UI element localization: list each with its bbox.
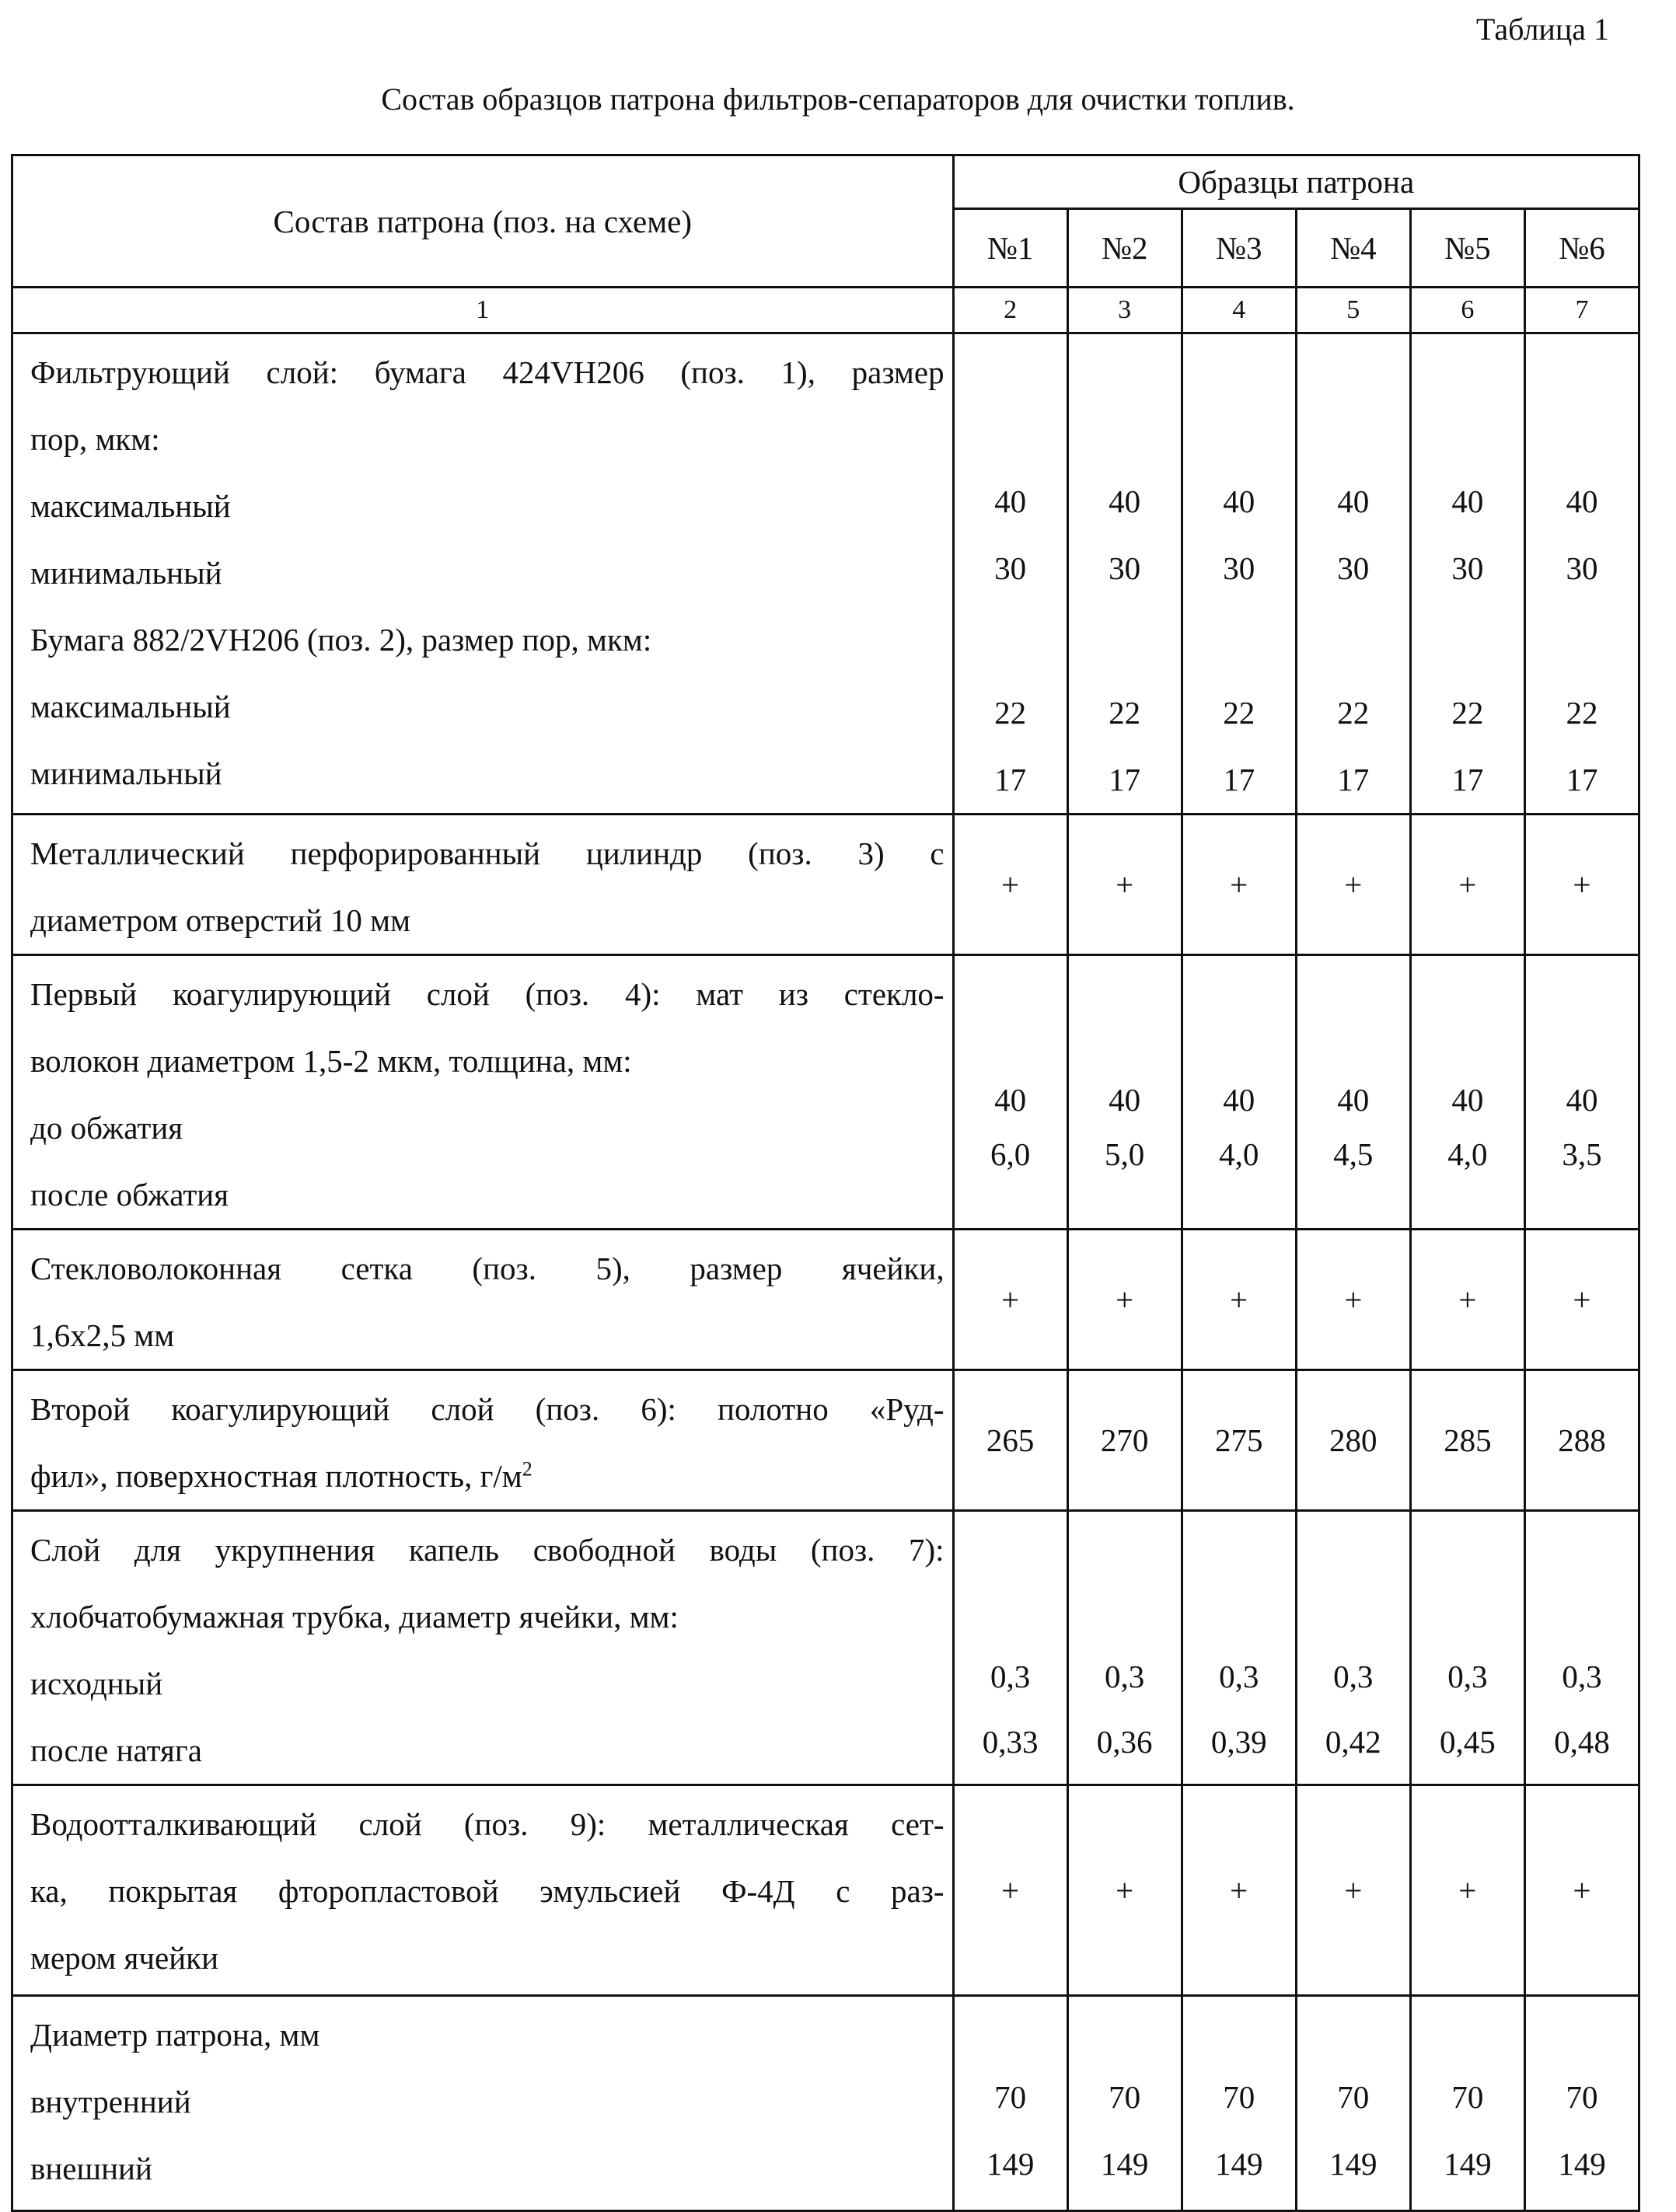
column-number-6: 6 bbox=[1410, 288, 1524, 333]
cell-value: 149 bbox=[1297, 2130, 1409, 2197]
desc-line: Диаметр патрона, мм bbox=[30, 2001, 944, 2068]
cell-sample-3: + bbox=[1182, 1785, 1296, 1996]
cell-value: 0,39 bbox=[1183, 1709, 1295, 1774]
cell-sample-1 bbox=[953, 955, 1067, 1230]
cell-sample-4: + bbox=[1296, 1230, 1410, 1370]
cell-value: 0,3 bbox=[1412, 1644, 1524, 1709]
cell-value: 0,42 bbox=[1297, 1709, 1409, 1774]
cell-value: 0,3 bbox=[955, 1644, 1067, 1709]
cell-sample-3 bbox=[1182, 1511, 1296, 1785]
table-row-cartridge-diameter bbox=[12, 1996, 1639, 2211]
cell-sample-3: + bbox=[1182, 815, 1296, 955]
cell-value: 17 bbox=[1069, 746, 1181, 813]
cell-spacer bbox=[1412, 602, 1524, 679]
cell-sample-3: + bbox=[1182, 1230, 1296, 1370]
cell-value: 22 bbox=[1412, 679, 1524, 746]
cell-sample-5: + bbox=[1410, 1785, 1524, 1996]
row-description bbox=[12, 815, 954, 955]
cell-value: 0,3 bbox=[1526, 1644, 1638, 1709]
cell-value: 17 bbox=[1183, 746, 1295, 813]
cell-sample-5: 285 bbox=[1410, 1370, 1524, 1511]
cell-sample-1: + bbox=[953, 1785, 1067, 1996]
column-number-4: 4 bbox=[1182, 288, 1296, 333]
cell-value: 17 bbox=[1526, 746, 1638, 813]
desc-line: диаметром отверстий 10 мм bbox=[30, 887, 944, 954]
cell-sample-4: + bbox=[1296, 1785, 1410, 1996]
cell-sample-4 bbox=[1296, 1511, 1410, 1785]
cell-sample-4 bbox=[1296, 1996, 1410, 2211]
cell-value: 22 bbox=[1183, 679, 1295, 746]
column-number-3: 3 bbox=[1067, 288, 1182, 333]
cell-value: 70 bbox=[1297, 2064, 1409, 2130]
header-sample-4: №4 bbox=[1296, 209, 1410, 288]
cell-value: 4,0 bbox=[1183, 1127, 1295, 1181]
cell-value: 40 bbox=[1069, 1073, 1181, 1127]
table-row-water-repellent-layer bbox=[12, 1785, 1639, 1996]
composition-table bbox=[11, 154, 1640, 2212]
cell-value: 40 bbox=[1412, 468, 1524, 535]
desc-line: Фильтрующий слой: бумага 424VH206 (поз. 1), размер bbox=[30, 339, 944, 406]
table-row-first-coagulating-layer bbox=[12, 955, 1639, 1230]
desc-line: ка, покрытая фторопластовой эмульсией Ф-4Д с раз- bbox=[30, 1858, 944, 1924]
cell-sample-6 bbox=[1524, 333, 1639, 815]
cell-value: 0,3 bbox=[1069, 1644, 1181, 1709]
cell-sample-5 bbox=[1410, 1511, 1524, 1785]
cell-sample-6 bbox=[1524, 1511, 1639, 1785]
cell-spacer bbox=[1526, 602, 1638, 679]
cell-value: 30 bbox=[1183, 535, 1295, 602]
header-sample-6: №6 bbox=[1524, 209, 1639, 288]
cell-sample-5: + bbox=[1410, 1230, 1524, 1370]
row-description bbox=[12, 1230, 954, 1370]
table-title: Состав образцов патрона фильтров-сепараторов для очистки топлив. bbox=[0, 81, 1676, 117]
row-description bbox=[12, 1785, 954, 1996]
header-composition: Состав патрона (поз. на схеме) bbox=[12, 155, 954, 288]
cell-value: 0,45 bbox=[1412, 1709, 1524, 1774]
cell-sample-2 bbox=[1067, 1511, 1182, 1785]
desc-line: 1,6x2,5 мм bbox=[30, 1302, 944, 1369]
cell-value: 0,36 bbox=[1069, 1709, 1181, 1774]
desc-line: Металлический перфорированный цилиндр (поз. 3) с bbox=[30, 820, 944, 887]
cell-sample-1 bbox=[953, 1511, 1067, 1785]
cell-sample-4: + bbox=[1296, 815, 1410, 955]
cell-value: 22 bbox=[1297, 679, 1409, 746]
cell-sample-6 bbox=[1524, 955, 1639, 1230]
cell-sample-6 bbox=[1524, 1996, 1639, 2211]
cell-value: 0,3 bbox=[1183, 1644, 1295, 1709]
row-description bbox=[12, 1996, 954, 2211]
cell-value: 17 bbox=[1412, 746, 1524, 813]
cell-value: 4,0 bbox=[1412, 1127, 1524, 1181]
cell-value: 40 bbox=[955, 468, 1067, 535]
cell-value: 30 bbox=[1069, 535, 1181, 602]
cell-value: 6,0 bbox=[955, 1127, 1067, 1181]
table-row-metal-cylinder bbox=[12, 815, 1639, 955]
desc-line: Водоотталкивающий слой (поз. 9): металлическая сет- bbox=[30, 1791, 944, 1858]
cell-sample-1: 265 bbox=[953, 1370, 1067, 1511]
table-row-second-coagulating-layer bbox=[12, 1370, 1639, 1511]
desc-line: внешний bbox=[30, 2135, 944, 2202]
desc-line: Бумага 882/2VH206 (поз. 2), размер пор, мкм: bbox=[30, 606, 944, 673]
cell-value: 40 bbox=[1183, 1073, 1295, 1127]
cell-value: 40 bbox=[1526, 468, 1638, 535]
desc-line: Слой для укрупнения капель свободной воды (поз. 7): bbox=[30, 1516, 944, 1583]
cell-sample-3 bbox=[1182, 955, 1296, 1230]
desc-line: пор, мкм: bbox=[30, 406, 944, 473]
desc-line: максимальный bbox=[30, 473, 944, 539]
cell-value: 0,3 bbox=[1297, 1644, 1409, 1709]
column-number-1: 1 bbox=[12, 288, 954, 333]
table-row-fiberglass-mesh bbox=[12, 1230, 1639, 1370]
header-sample-1: №1 bbox=[953, 209, 1067, 288]
cell-value: 149 bbox=[1069, 2130, 1181, 2197]
cell-value: 40 bbox=[1297, 1073, 1409, 1127]
cell-value: 40 bbox=[1069, 468, 1181, 535]
cell-sample-2: 270 bbox=[1067, 1370, 1182, 1511]
cell-sample-1: + bbox=[953, 815, 1067, 955]
desc-line: внутренний bbox=[30, 2068, 944, 2135]
cell-sample-5: + bbox=[1410, 815, 1524, 955]
cell-value: 40 bbox=[1412, 1073, 1524, 1127]
cell-sample-2: + bbox=[1067, 815, 1182, 955]
desc-line: хлобчатобумажная трубка, диаметр ячейки, мм: bbox=[30, 1583, 944, 1650]
cell-value: 30 bbox=[955, 535, 1067, 602]
cell-value: 70 bbox=[1412, 2064, 1524, 2130]
cell-value: 30 bbox=[1412, 535, 1524, 602]
cell-value: 149 bbox=[1526, 2130, 1638, 2197]
cell-value: 70 bbox=[1069, 2064, 1181, 2130]
header-sample-2: №2 bbox=[1067, 209, 1182, 288]
cell-value: 30 bbox=[1526, 535, 1638, 602]
desc-line: волокон диаметром 1,5-2 мкм, толщина, мм: bbox=[30, 1027, 944, 1094]
cell-spacer bbox=[1069, 602, 1181, 679]
cell-value: 22 bbox=[1069, 679, 1181, 746]
cell-value: 22 bbox=[1526, 679, 1638, 746]
cell-sample-6: + bbox=[1524, 815, 1639, 955]
cell-sample-5 bbox=[1410, 1996, 1524, 2211]
cell-sample-2 bbox=[1067, 1996, 1182, 2211]
desc-line bbox=[30, 1443, 944, 1509]
header-samples-group: Образцы патрона bbox=[953, 155, 1639, 209]
cell-spacer bbox=[1297, 602, 1409, 679]
desc-text: фил», поверхностная плотность, г/м bbox=[30, 1458, 522, 1494]
cell-value: 70 bbox=[1526, 2064, 1638, 2130]
cell-spacer bbox=[1183, 602, 1295, 679]
cell-value: 17 bbox=[955, 746, 1067, 813]
cell-sample-6: + bbox=[1524, 1230, 1639, 1370]
cell-value: 5,0 bbox=[1069, 1127, 1181, 1181]
cell-sample-3 bbox=[1182, 1996, 1296, 2211]
cell-value: 40 bbox=[1526, 1073, 1638, 1127]
table-row-coalescing-layer bbox=[12, 1511, 1639, 1785]
cell-value: 3,5 bbox=[1526, 1127, 1638, 1181]
cell-value: 30 bbox=[1297, 535, 1409, 602]
cell-sample-6: 288 bbox=[1524, 1370, 1639, 1511]
cell-sample-3 bbox=[1182, 333, 1296, 815]
cell-sample-4: 280 bbox=[1296, 1370, 1410, 1511]
column-number-2: 2 bbox=[953, 288, 1067, 333]
desc-line: максимальный bbox=[30, 673, 944, 740]
desc-line: мером ячейки bbox=[30, 1924, 944, 1991]
cell-sample-2: + bbox=[1067, 1785, 1182, 1996]
cell-sample-3: 275 bbox=[1182, 1370, 1296, 1511]
cell-value: 40 bbox=[1297, 468, 1409, 535]
cell-sample-1 bbox=[953, 1996, 1067, 2211]
superscript: 2 bbox=[522, 1457, 532, 1480]
row-description bbox=[12, 1511, 954, 1785]
column-number-5: 5 bbox=[1296, 288, 1410, 333]
cell-value: 149 bbox=[955, 2130, 1067, 2197]
desc-line: после натяга bbox=[30, 1717, 944, 1784]
cell-sample-5 bbox=[1410, 333, 1524, 815]
cell-value: 0,33 bbox=[955, 1709, 1067, 1774]
cell-value: 22 bbox=[955, 679, 1067, 746]
cell-value: 4,5 bbox=[1297, 1127, 1409, 1181]
header-sample-5: №5 bbox=[1410, 209, 1524, 288]
desc-line: до обжатия bbox=[30, 1094, 944, 1161]
desc-line: Стекловолоконная сетка (поз. 5), размер ячейки, bbox=[30, 1235, 944, 1302]
column-numbers-row bbox=[12, 288, 1639, 333]
cell-value: 149 bbox=[1183, 2130, 1295, 2197]
cell-sample-4 bbox=[1296, 333, 1410, 815]
row-description bbox=[12, 1370, 954, 1511]
cell-value: 17 bbox=[1297, 746, 1409, 813]
desc-line: Второй коагулирующий слой (поз. 6): полотно «Руд- bbox=[30, 1376, 944, 1443]
desc-line: минимальный bbox=[30, 740, 944, 807]
cell-sample-5 bbox=[1410, 955, 1524, 1230]
cell-value: 40 bbox=[955, 1073, 1067, 1127]
desc-line: исходный bbox=[30, 1650, 944, 1717]
cell-sample-2 bbox=[1067, 333, 1182, 815]
cell-value: 70 bbox=[1183, 2064, 1295, 2130]
cell-sample-4 bbox=[1296, 955, 1410, 1230]
cell-sample-6: + bbox=[1524, 1785, 1639, 1996]
cell-spacer bbox=[955, 602, 1067, 679]
cell-value: 70 bbox=[955, 2064, 1067, 2130]
table-row-filter-layer bbox=[12, 333, 1639, 815]
desc-line: Первый коагулирующий слой (поз. 4): мат из стекло- bbox=[30, 961, 944, 1027]
row-description bbox=[12, 333, 954, 815]
row-description bbox=[12, 955, 954, 1230]
desc-line: минимальный bbox=[30, 539, 944, 606]
cell-value: 0,48 bbox=[1526, 1709, 1638, 1774]
cell-sample-2: + bbox=[1067, 1230, 1182, 1370]
cell-sample-2 bbox=[1067, 955, 1182, 1230]
table-number: Таблица 1 bbox=[1476, 11, 1609, 47]
header-sample-3: №3 bbox=[1182, 209, 1296, 288]
cell-sample-1: + bbox=[953, 1230, 1067, 1370]
cell-value: 40 bbox=[1183, 468, 1295, 535]
column-number-7: 7 bbox=[1524, 288, 1639, 333]
cell-value: 149 bbox=[1412, 2130, 1524, 2197]
desc-line: после обжатия bbox=[30, 1161, 944, 1228]
cell-sample-1 bbox=[953, 333, 1067, 815]
